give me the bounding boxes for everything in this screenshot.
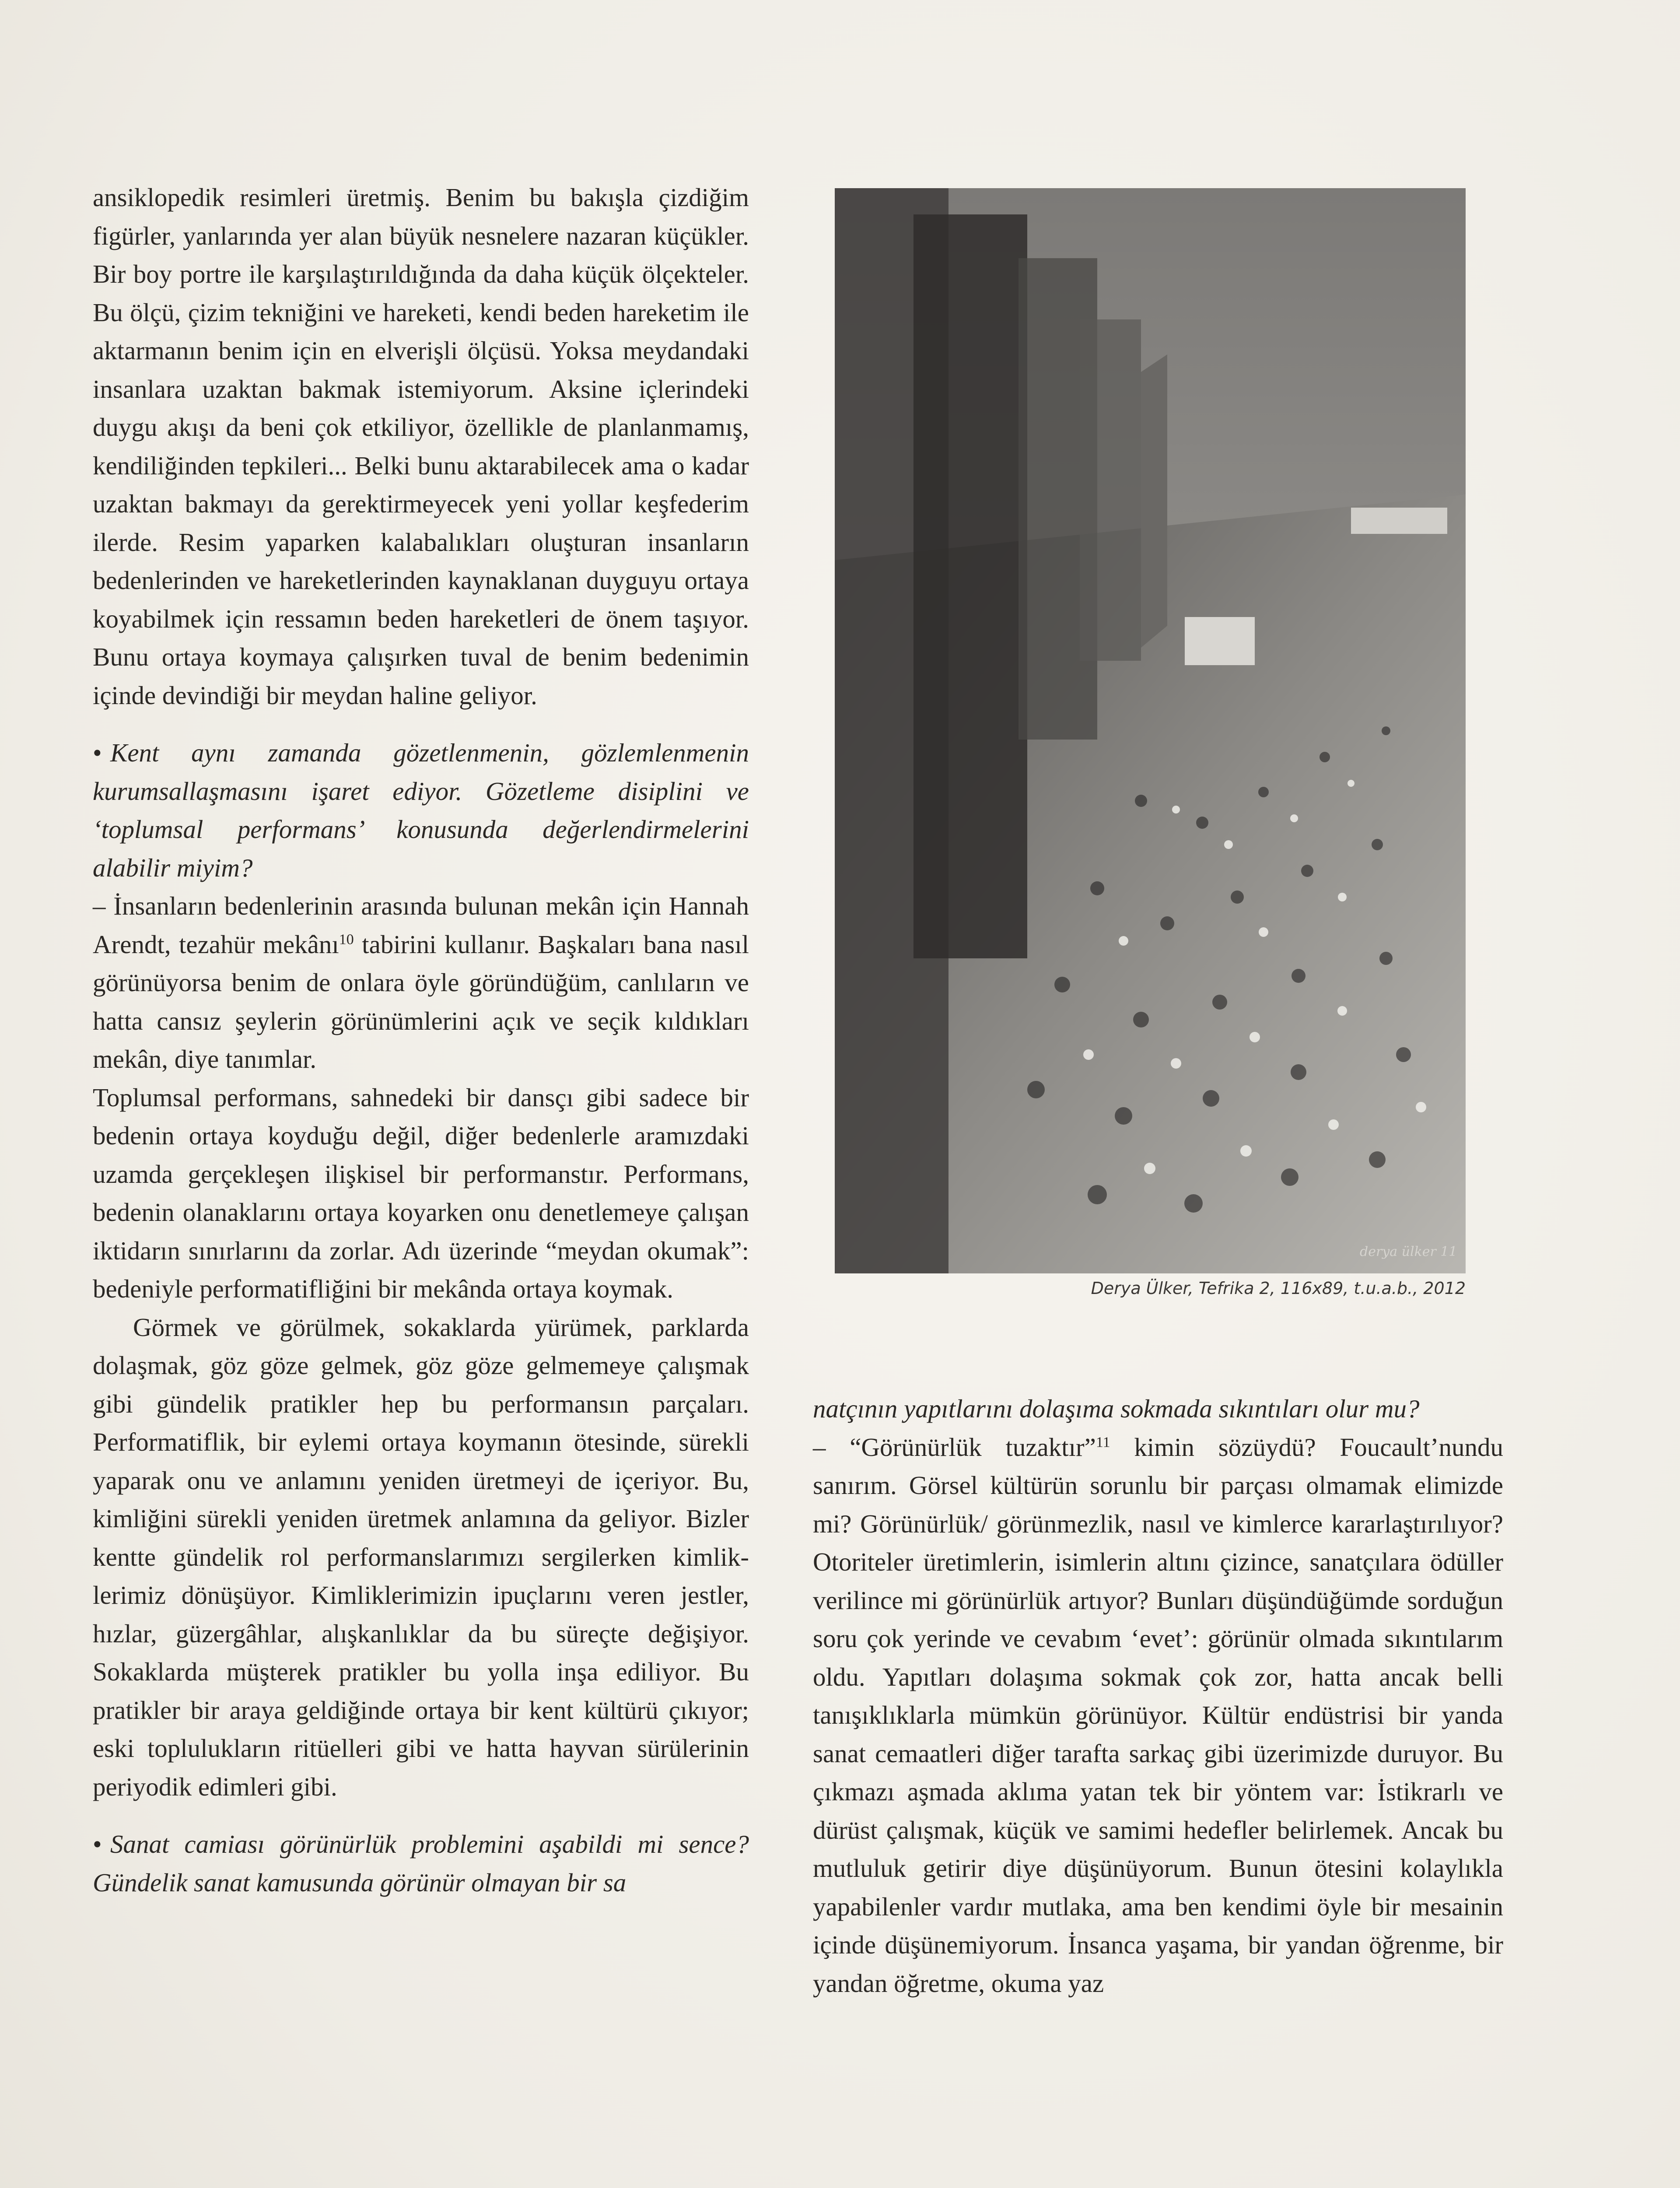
question-2-text: Sanat camiası görünürlük problemini aşabildi mi sence? Gündelik sanat kamusunda görünür olmayan bir sa (93, 1830, 749, 1897)
painting-signature: derya ülker 11 (1360, 1244, 1457, 1259)
question-1-text: Kent aynı zamanda gözetlenmenin, gözlemlenmenin kurumsallaşmasını işaret ediyor. Gözetleme disiplini ve ‘toplumsal performans’ konusunda değerlendirmelerini alabilir miyim? (93, 738, 749, 882)
figure-caption: Derya Ülker, Tefrika 2, 116x89, t.u.a.b., 2012 (1091, 1279, 1466, 1298)
paragraph-5-text-a: – “Görünürlük tuzaktır” (813, 1432, 1096, 1462)
paragraph-4: Görmek ve görülmek, sokaklarda yürümek, parklarda dolaşmak, göz göze gelmek, göz göze gelmemeye çalışmak gibi gündelik pratikler hep bu performansın parçaları. Performatiflik, bir eylemi ortaya koymanın ötesinde, sürekli yaparak onu ve anlamını yeniden üretmeyi de içeriyor. Bu, kimliğini sürekli yeniden üretmek anlamına da geliyor. Bizler kentte gündelik rol performanslarımızı sergilerken kimliklerimiz dönüşüyor. Kimliklerimizin ipuçlarını veren jestler, hızlar, güzergâhlar, alışkanlıklar da bu süreçte değişiyor. Sokaklarda müşterek pratikler bu yolla inşa ediliyor. Bu pratikler bir araya geldiğinde ortaya bir kent kültürü çıkıyor; eski toplulukların ritüelleri gibi ve hatta hayvan sürülerinin periyodik edimleri gibi. (93, 1312, 749, 1801)
painting-image (835, 188, 1466, 1273)
paragraph-3: Toplumsal performans, sahnedeki bir dansçı gibi sadece bir bedenin ortaya koyduğu değil, diğer bedenlerle aramızdaki uzamda gerçekleşen ilişkisel bir performanstır. Performans, bedenin olanaklarını ortaya koyarken onu denetlemeye çalışan iktidarın sınırlarını da zorlar. Adı üzerinde “meydan okumak”: bedeniyle performatifliğini bir mekânda ortaya koymak. (93, 1083, 749, 1303)
crowd-painting-illustration (835, 188, 1466, 1273)
left-column (93, 179, 749, 1902)
right-column (813, 1390, 1503, 2002)
bullet-icon: • (93, 1830, 102, 1858)
paragraph-2-text-b: tabirini kullanır. Başkaları bana nasıl görünüyorsa benim de onlara öyle göründüğüm, canlıların ve hatta cansız şeylerin görünümlerini açık ve seçik kıldıkları mekân, diye tanımlar. (93, 929, 749, 1073)
paragraph-5 (813, 1428, 1503, 2003)
bullet-icon: • (93, 738, 102, 767)
paragraph-1: ansiklopedik resimleri üretmiş. Benim bu bakışla çizdiğim figürler, yanlarında yer alan büyük nesnelere nazaran küçükler. Bir boy portre ile karşılaştırıldığında da daha küçük ölçekteler. Bu ölçü, çizim tekniğini ve hareketi, kendi beden hareketim ile aktarmanın benim için en elverişli ölçüsü. Yoksa meydandaki insanlara uzaktan bakmak istemiyorum. Aksine içlerindeki duygu akışı da beni çok etkiliyor, özellikle de planlanmamış, kendiliğinden tepkileri... Belki bunu aktarabilecek ama o kadar uzaktan bakmayı da gerektirmeyecek yeni yollar keşfederim ilerde. Resim yaparken kalabalıkları oluşturan insanların bedenlerinden ve hareketlerinden kaynaklanan duyguyu ortaya koyabilmek için ressamın beden hareketleri de önem taşıyor. Bunu ortaya koymaya çalışırken tuval de benim bedenimin içinde devindiği bir meydan haline geliyor. (93, 183, 749, 710)
question-1 (93, 734, 749, 887)
question-2 (93, 1825, 749, 1902)
footnote-ref-10: 10 (339, 931, 354, 947)
question-2-continued: natçının yapıtlarını dolaşıma sokmada sıkıntıları olur mu? (813, 1394, 1420, 1423)
paragraph-5-text-b: kimin sözüydü? Foucault’nundu sanırım. Görsel kültürün sorunlu bir parçası olmamak elimizde mi? Görünürlük/ görünmezlik, nasıl ve kimlerce kararlaştırılıyor? Otoriteler üretimlerin, isimlerin altını çizince, sanatçılara ödüller verilince mi görünürlük artıyor? Bunları düşündüğümde sorduğun soru çok yerinde ve cevabım ‘evet’: görünür olmada sıkıntılarım oldu. Yapıtları dolaşıma sokmak çok zor, hatta ancak belli tanışıklıklarla mümkün görünüyor. Kültür endüstrisi bir yanda sanat cemaatleri diğer tarafta sarkaç gibi üzerimizde duruyor. Bu çıkmazı aşmada aklıma yatan tek bir yöntem var: İstikrarlı ve dürüst çalışmak, küçük ve samimi hedefler belirlemek. Ancak bu mutluluk getirir diye düşünüyorum. Bunun ötesini kolaylıkla yapabilenler vardır mutlaka, ama ben kendimi öyle bir mesainin içinde düşünemiyorum. İnsanca yaşama, bir yandan öğrenme, bir yandan öğretme, okuma yaz (813, 1432, 1503, 1998)
paragraph-2 (93, 887, 749, 1079)
footnote-ref-11: 11 (1096, 1434, 1110, 1450)
paragraph-2-text-a: – İnsanların bedenlerinin arasında bulunan mekân için Hannah Arendt, tezahür mekânı (93, 891, 749, 959)
